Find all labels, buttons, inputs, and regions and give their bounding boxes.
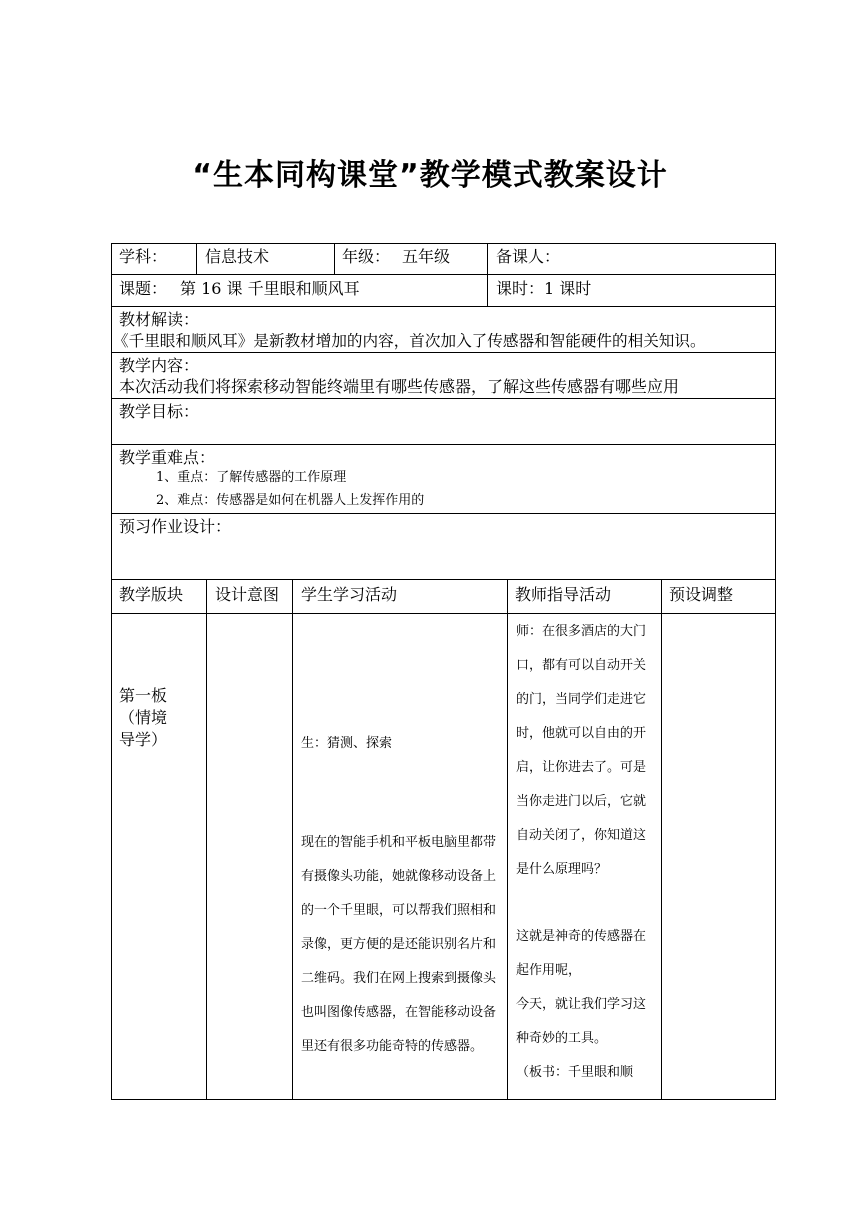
row-divider	[111, 398, 776, 399]
col-divider	[292, 579, 293, 1100]
col-divider	[487, 243, 488, 306]
header-teacher-activity: 教师指导活动	[515, 585, 612, 604]
row-divider	[111, 579, 776, 580]
col-divider	[661, 579, 662, 1100]
keypoint-item: 2、难点：传感器是如何在机器人上发挥作用的	[156, 493, 425, 508]
student-activity-text: 现在的智能手机和平板电脑里都带有摄像头功能，她就像移动设备上的一个千里眼，可以帮我们照相和录像，更方便的是还能识别名片和二维码。我们在网上搜索到摄像头也叫图像传感器，在智能移动设备里还有很多功能奇特的传感器。	[301, 835, 497, 1054]
content-label: 教学内容：	[119, 356, 200, 375]
row-divider	[111, 444, 776, 445]
keypoint-item: 1、重点：了解传感器的工作原理	[156, 470, 347, 485]
teacher-activity-text: 师：在很多酒店的大门口，都有可以自动开关的门，当同学们走进它时，他就可以自由的开启，让你进去了。可是当你走进门以后，它就自动关闭了，你知道这是什么原理吗？	[516, 624, 647, 877]
header-student-activity: 学生学习活动	[301, 585, 398, 604]
subject-label: 学科：	[119, 247, 168, 266]
row-divider	[111, 352, 776, 353]
keypoints-label: 教学重难点：	[119, 448, 216, 467]
row-divider	[111, 306, 776, 307]
preparer-label: 备课人：	[496, 247, 561, 266]
reading-text: 《千里眼和顺风耳》是新教材增加的内容，首次加入了传感器和智能硬件的相关知识。	[113, 332, 706, 350]
col-divider	[206, 579, 207, 1100]
teacher-activity-text: 今天，就让我们学习这种奇妙的工具。	[516, 997, 647, 1046]
grade-value: 五年级	[402, 247, 451, 266]
topic-value: 第 16 课 千里眼和顺风耳	[180, 279, 360, 298]
preview-label: 预习作业设计：	[119, 517, 232, 536]
teacher-activity-text: 这就是神奇的传感器在起作用呢，	[516, 929, 647, 978]
student-guess: 生：猜测、探索	[301, 736, 393, 751]
block-name: 导学）	[119, 730, 168, 749]
teacher-activity-text: （板书：千里眼和顺	[516, 1065, 634, 1080]
content-text: 本次活动我们将探索移动智能终端里有哪些传感器，了解这些传感器有哪些应用	[119, 377, 680, 396]
block-name: （情境	[119, 708, 168, 727]
header-block: 教学版块	[119, 585, 184, 604]
col-divider	[196, 243, 197, 274]
class-hours: 课时：1 课时	[496, 279, 592, 298]
grade-label: 年级：	[342, 247, 391, 266]
col-divider	[507, 579, 508, 1100]
goals-label: 教学目标：	[119, 402, 200, 421]
block-name: 第一板	[119, 686, 168, 705]
header-intent: 设计意图	[215, 585, 280, 604]
row-divider	[111, 513, 776, 514]
subject-value: 信息技术	[205, 247, 270, 266]
row-divider	[111, 613, 776, 614]
topic-label: 课题：	[119, 279, 168, 298]
header-adjustment: 预设调整	[669, 585, 734, 604]
page-title: “生本同构课堂”教学模式教案设计	[192, 158, 668, 193]
row-divider	[111, 274, 776, 275]
reading-label: 教材解读：	[119, 310, 200, 329]
col-divider	[334, 243, 335, 274]
